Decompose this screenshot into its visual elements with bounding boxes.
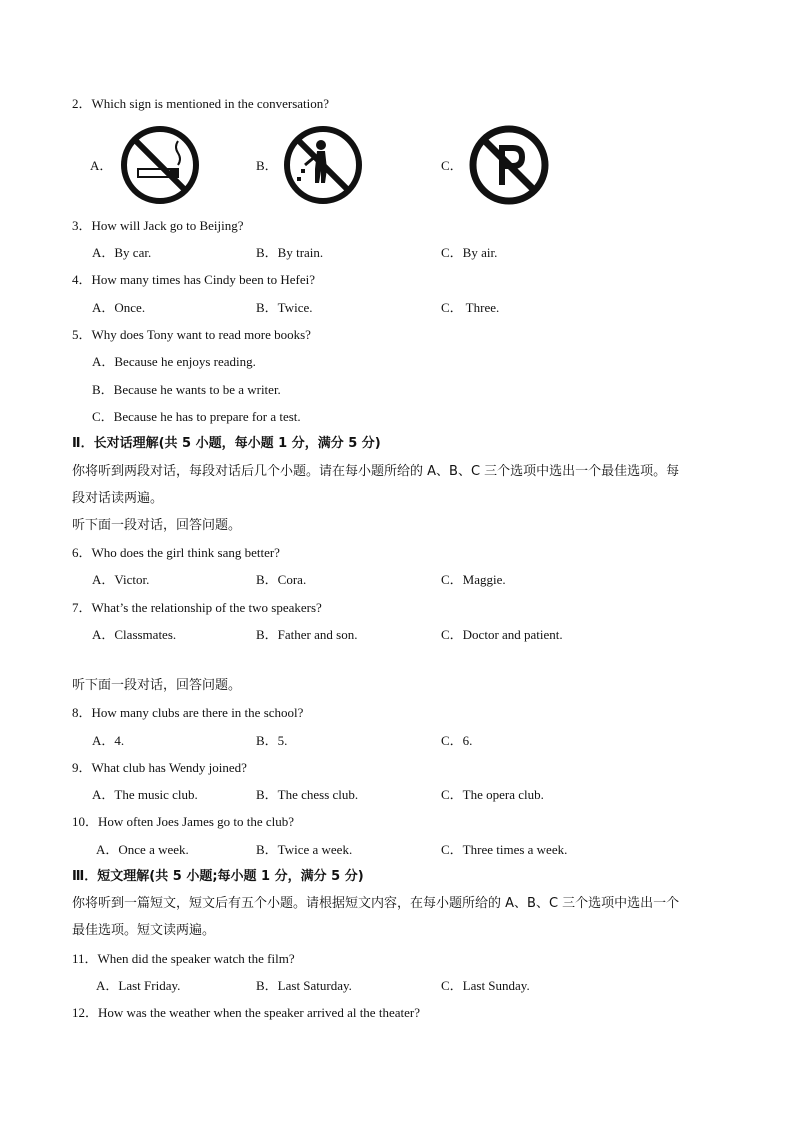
option-3a: A．By car.	[92, 245, 152, 260]
question-11: 11．When did the speaker watch the film?	[72, 951, 295, 966]
option-5a: A．Because he enjoys reading.	[92, 354, 256, 369]
option-10c: C．Three times a week.	[441, 842, 568, 857]
option-8b: B．5.	[256, 733, 288, 748]
dialog-2-intro: 听下面一段对话，回答问题。	[72, 678, 242, 693]
option-5b: B．Because he wants to be a writer.	[92, 382, 281, 397]
no-littering-icon	[283, 125, 363, 205]
question-9: 9．What club has Wendy joined?	[72, 760, 247, 775]
option-6c: C．Maggie.	[441, 572, 506, 587]
option-3b: B．By train.	[256, 245, 324, 260]
section-2-instruction-line-2: 段对话读两遍。	[72, 491, 164, 506]
option-4b: B．Twice.	[256, 300, 313, 315]
option-3c: C．By air.	[441, 245, 498, 260]
question-8: 8．How many clubs are there in the school?	[72, 705, 304, 720]
option-4c: C． Three.	[441, 300, 500, 315]
no-parking-icon	[469, 125, 549, 205]
option-9a: A．The music club.	[92, 787, 198, 802]
option-7c: C．Doctor and patient.	[441, 627, 563, 642]
option-2c-label: C．	[441, 158, 463, 173]
option-10b: B．Twice a week.	[256, 842, 353, 857]
option-5c: C．Because he has to prepare for a test.	[92, 409, 301, 424]
option-11a: A．Last Friday.	[96, 978, 181, 993]
question-6: 6．Who does the girl think sang better?	[72, 545, 280, 560]
option-2b-label: B．	[256, 158, 278, 173]
section-3-instruction-line-2: 最佳选项。短文读两遍。	[72, 923, 216, 938]
option-4a: A．Once.	[92, 300, 146, 315]
option-10a: A．Once a week.	[96, 842, 189, 857]
section-2-instruction-line-1: 你将听到两段对话，每段对话后几个小题。请在每小题所给的 A、B、C 三个选项中选出一个最佳选项。每	[72, 464, 680, 479]
section-2-heading: Ⅱ．长对话理解(共 5 小题，每小题 1 分，满分 5 分)	[72, 436, 381, 451]
question-5: 5．Why does Tony want to read more books?	[72, 327, 311, 342]
option-7b: B．Father and son.	[256, 627, 358, 642]
question-2: 2．Which sign is mentioned in the conversation?	[72, 96, 330, 111]
question-12: 12．How was the weather when the speaker arrived al the theater?	[72, 1005, 420, 1020]
option-8a: A．4.	[92, 733, 125, 748]
question-7: 7．What’s the relationship of the two speakers?	[72, 600, 322, 615]
question-4: 4．How many times has Cindy been to Hefei?	[72, 272, 315, 287]
option-11b: B．Last Saturday.	[256, 978, 352, 993]
question-3: 3．How will Jack go to Beijing?	[72, 218, 244, 233]
option-6a: A．Victor.	[92, 572, 150, 587]
option-6b: B．Cora.	[256, 572, 307, 587]
option-8c: C．6.	[441, 733, 473, 748]
option-9c: C．The opera club.	[441, 787, 544, 802]
option-9b: B．The chess club.	[256, 787, 359, 802]
question-10: 10．How often Joes James go to the club?	[72, 814, 295, 829]
section-3-instruction-line-1: 你将听到一篇短文，短文后有五个小题。请根据短文内容，在每小题所给的 A、B、C 三个选项中选出一个	[72, 896, 680, 911]
option-2a-label: A．	[90, 158, 113, 173]
no-smoking-icon	[120, 125, 200, 205]
option-7a: A．Classmates.	[92, 627, 177, 642]
dialog-1-intro: 听下面一段对话，回答问题。	[72, 518, 242, 533]
option-11c: C．Last Sunday.	[441, 978, 530, 993]
section-3-heading: Ⅲ．短文理解(共 5 小题;每小题 1 分，满分 5 分)	[72, 869, 364, 884]
